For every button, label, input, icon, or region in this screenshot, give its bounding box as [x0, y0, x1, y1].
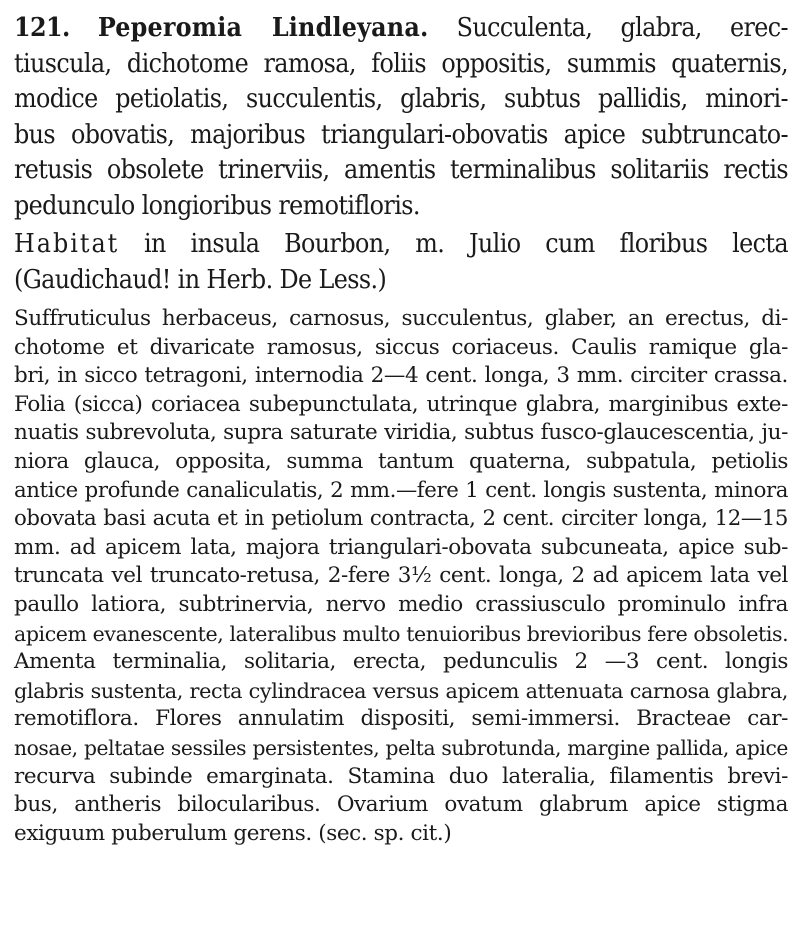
description-line: niora glauca, opposita, summa tantum quaterna, subpatula, petiolis — [14, 448, 788, 474]
species-diagnosis — [14, 10, 788, 223]
diagnosis-line: retusis obsolete trinerviis, amentis terminalibus solitariis rectis — [14, 154, 788, 185]
diagnosis-line: modice petiolatis, succulentis, glabris, subtus pallidis, minori- — [14, 83, 788, 114]
species-name: Peperomia Lindleyana. — [97, 12, 429, 43]
description-line: nuatis subrevoluta, supra saturate viridia, subtus fusco-glaucescentia, ju- — [14, 420, 788, 446]
description-line: antice profunde canaliculatis, 2 mm.—fere 1 cent. longis sustenta, minora — [14, 477, 788, 503]
description-line: truncata vel truncato-retusa, 2-fere 3½ cent. longa, 2 ad apicem lata vel — [14, 563, 788, 589]
diagnosis-line: pedunculo longioribus remotifloris. — [14, 189, 420, 221]
diagnosis-line-1 — [14, 10, 788, 46]
description-line: apicem evanescente, lateralibus multo tenuioribus brevioribus fere obsoletis. — [14, 621, 789, 646]
description-line: bus, antheris bilocularibus. Ovarium ovatum glabrum apice stigma — [14, 792, 788, 818]
description-line: paullo latiora, subtrinervia, nervo medio crassiusculo prominulo infra — [14, 591, 788, 617]
description-line: glabris sustenta, recta cylindracea versus apicem attenuata carnosa glabra, — [14, 678, 788, 703]
description-line: Folia (sicca) coriacea subepunctulata, utrinque glabra, marginibus exte- — [14, 391, 788, 417]
description-line: chotome et divaricate ramosus, siccus coriaceus. Caulis ramique gla- — [14, 334, 788, 360]
description-line: obovata basi acuta et in petiolum contracta, 2 cent. circiter longa, 12—15 — [14, 506, 788, 532]
description-line: bri, in sicco tetragoni, internodia 2—4 cent. longa, 3 mm. circiter crassa. — [14, 363, 788, 389]
description-line: mm. ad apicem lata, majora triangulari-obovata subcuneata, apice sub- — [14, 534, 788, 560]
diagnosis-text: Succulenta, glabra, erec- — [456, 12, 788, 43]
diagnosis-line: bus obovatis, majoribus triangulari-obovatis apice subtruncato- — [14, 118, 788, 150]
description-line: recurva subinde emarginata. Stamina duo lateralia, filamentis brevi- — [14, 763, 788, 789]
description-line: Suffruticulus herbaceus, carnosus, succulentus, glaber, an erectus, di- — [14, 306, 788, 331]
description-line: exiguum puberulum gerens. (sec. sp. cit.) — [14, 820, 452, 846]
description-line: nosae, peltatae sessiles persistentes, pelta subrotunda, margine pallida, apice — [14, 735, 788, 760]
habitat-keyword: Habitat — [14, 228, 120, 259]
description-line: Amenta terminalia, solitaria, erecta, pedunculis 2 —3 cent. longis — [14, 649, 788, 675]
diagnosis-line: tiuscula, dichotome ramosa, foliis oppositis, summis quaternis, — [14, 47, 788, 79]
habitat-text: in insula Bourbon, m. Julio cum floribus lecta — [144, 228, 788, 259]
habitat-line-1 — [14, 226, 788, 262]
habitat-line: (Gaudichaud! in Herb. De Less.) — [14, 263, 387, 295]
document-page — [14, 10, 788, 848]
description-block — [14, 305, 788, 848]
habitat-block — [14, 226, 788, 297]
description-line: remotiflora. Flores annulatim dispositi, semi-immersi. Bracteae car- — [14, 706, 788, 732]
entry-number: 121. — [14, 12, 70, 43]
